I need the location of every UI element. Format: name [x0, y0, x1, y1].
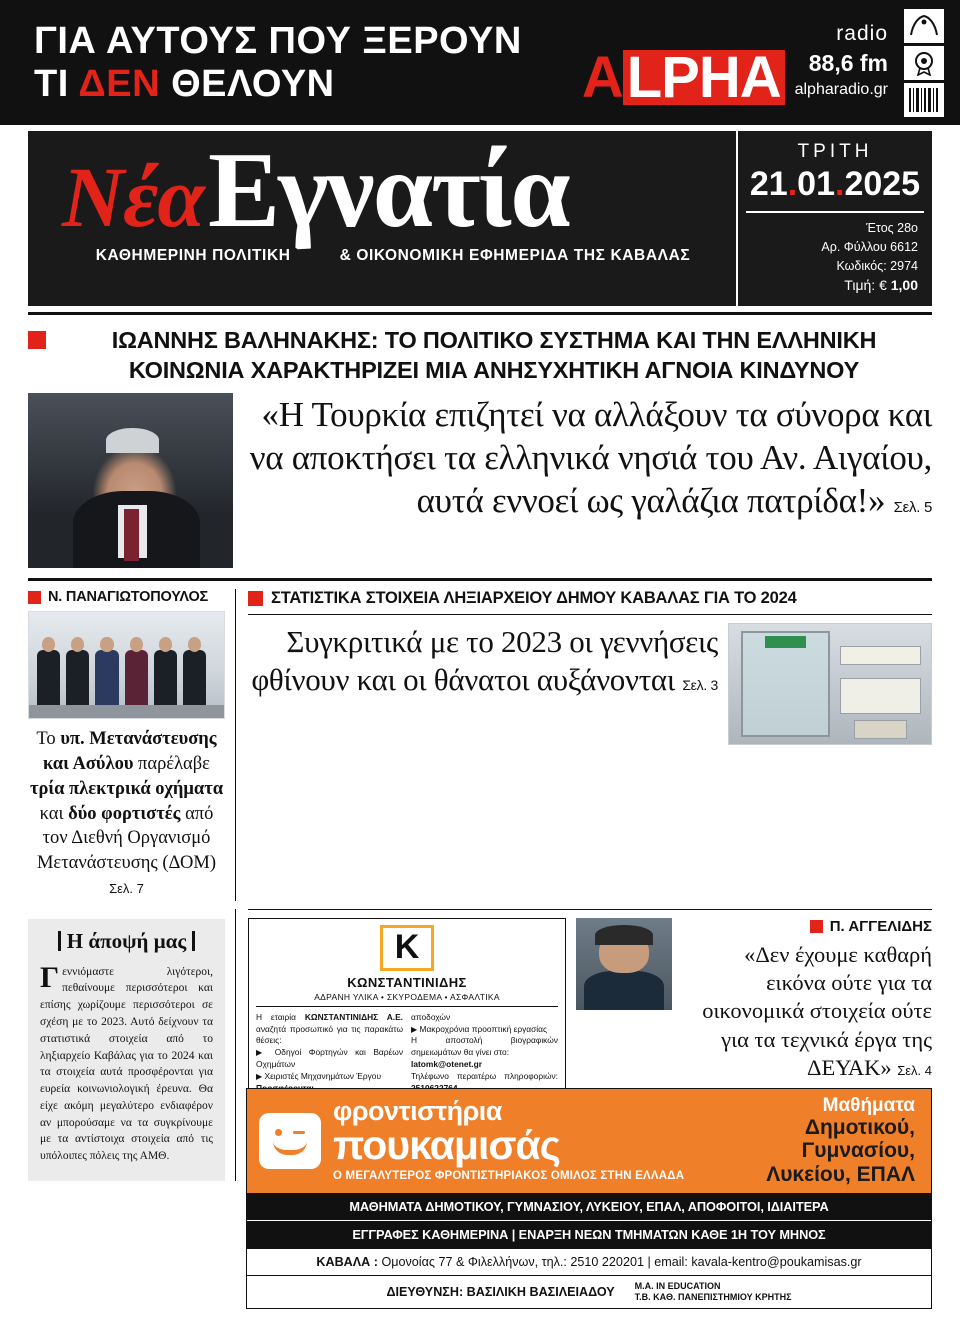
poukamisas-director-bar: [247, 1275, 931, 1309]
elta-icon: [904, 9, 944, 43]
opinion-text: [40, 960, 213, 1165]
enrollment-text: ΕΓΓΡΑΦΕΣ ΚΑΘΗΜΕΡΙΝΑ: [352, 1226, 509, 1242]
lead-quote-text: «Η Τουρκία επιζητεί να αλλάξουν τα σύνορα και να αποκτήσει τα ελληνικά νησιά του Αν. Αιγαίου, αυτά εννοεί ως γαλάζια πατρίδα!»: [249, 395, 932, 521]
masthead-date-block: [736, 131, 932, 306]
alpha-radio-details: [795, 20, 888, 105]
left-text-e: και: [39, 803, 69, 824]
alpha-wordmark: [581, 44, 785, 110]
contact-city: ΚΑΒΑΛΑ :: [316, 1254, 378, 1269]
banner-slogan-line-2b: ΘΕΛΟΥΝ: [160, 62, 335, 105]
left-text-c: παρέλαβε: [133, 753, 210, 774]
red-square-bullet-icon: [810, 920, 823, 933]
konstantinidis-logo-letter: K: [380, 925, 435, 971]
left-story-text: [28, 727, 225, 900]
barcode-icon: [904, 83, 944, 117]
opinion-body: εννιόμαστε λιγότεροι, πεθαίνουμε περισσότεροι και επίσης χωρίζουμε περισσότεροι σε σχέση με το 2023. Αυτό δείχνουν τα στατιστικά στοιχεία από το ληξιαρχείο Καβάλας για το 2024 και τα στοιχεία αυτά προσφέρονται για ευρεία κοινωνιολογική έρευνα. Θα είχε ακόμη μεγαλύτερο ενδιαφέρον αν μπορούσαμε να τα συγκρίνουμε με τα αντίστοιχα στοιχεία από τις υπόλοιπες πόλεις της ΑΜΘ.: [40, 965, 213, 1163]
left-column: [28, 589, 236, 900]
date-day: 21: [749, 165, 788, 203]
price-label: Τιμή: €: [844, 277, 891, 294]
ad-company-bold: ΚΩΝΣΤΑΝΤΙΝΙΔΗΣ Α.Ε.: [304, 1011, 403, 1022]
ad-intro-a: Η εταιρία: [256, 1011, 305, 1022]
red-square-bullet-icon: [28, 331, 46, 349]
masthead-bottom-rule: [28, 312, 932, 315]
ad-intro-c: αναζητά προσωπικό για τις παρακάτω θέσεις:: [256, 1023, 403, 1046]
alpha-letters-rest: LPHA: [623, 50, 785, 105]
title-word-nea: Νέα: [62, 149, 204, 245]
new-classes-text: ΕΝΑΡΞΗ ΝΕΩΝ ΤΜΗΜΑΤΩΝ ΚΑΘΕ 1Η ΤΟΥ ΜΗΝΟΣ: [518, 1226, 826, 1242]
poukamisas-subjects-bar: ΜΑΘΗΜΑΤΑ ΔΗΜΟΤΙΚΟΥ, ΓΥΜΝΑΣΙΟΥ, ΛΥΚΕΙΟΥ, ΕΠΑΛ, ΑΠΟΦΟΙΤΟΙ, ΙΔΙΑΙΤΕΡΑ: [247, 1193, 931, 1220]
credential-line-2: Τ.Β. ΚΑΘ. ΠΑΝΕΠΙΣΤΗΜΙΟΥ ΚΡΗΤΗΣ: [634, 1291, 792, 1302]
left-text-g: από τον Διεθνή Οργανισμό Μετανάστευσης (ΔΟΜ): [36, 803, 217, 874]
poukamisas-slogan: Ο ΜΕΓΑΛΥΤΕΡΟΣ ΦΡΟΝΤΙΣΤΗΡΙΑΚΟΣ ΟΜΙΛΟΣ ΣΤΗΝ ΕΛΛΑΔΑ: [333, 1170, 685, 1183]
masthead-divider: [746, 211, 924, 213]
red-square-bullet-icon: [248, 591, 263, 606]
contact-address: Ομονοίας 77 & Φιλελλήνων, τηλ.: 2510 220201: [377, 1254, 648, 1269]
masthead-title-block: [28, 131, 736, 306]
top-advertisement-banner[interactable]: [0, 0, 960, 128]
left-story-kicker[interactable]: [28, 589, 225, 605]
lead-story-headline: [247, 393, 932, 522]
ad-bullet-2: ▶ Χειριστές Μηχανημάτων Έργου: [256, 1071, 382, 1082]
banner-slogan-line-2: [34, 63, 522, 106]
publication-year-line: Έτος 28ο: [866, 221, 918, 235]
ad-col2-line1: αποδοχών: [411, 1011, 451, 1022]
alpha-radio-logo-group: [582, 9, 950, 117]
poukamisas-advertisement[interactable]: [246, 1088, 932, 1310]
angelidis-kicker-text: Π. ΑΓΓΕΛΙΔΗΣ: [829, 917, 932, 935]
stats-headline-text: Συγκριτικά με το 2023 οι γεννήσεις φθίνουν και οι θάνατοι αυξάνονται: [251, 624, 718, 697]
poukamisas-ad-banner: [247, 1089, 931, 1193]
stats-page-reference[interactable]: Σελ. 3: [682, 676, 718, 693]
mid-section: [28, 578, 932, 900]
price-value: 1,00: [890, 277, 918, 294]
alpha-radio-logo: [581, 20, 888, 110]
poukamisas-enrollment-bar: [247, 1220, 931, 1248]
ad-email[interactable]: [411, 1059, 558, 1071]
banner-slogan-line-1: ΓΙΑ ΑΥΤΟΥΣ ΠΟΥ ΞΕΡΟΥΝ: [34, 19, 522, 62]
poukamisas-courses-list: [766, 1095, 919, 1187]
left-text-d: τρία πλεκτρικά οχήματα: [29, 778, 224, 799]
stats-kicker-text: ΣΤΑΤΙΣΤΙΚΑ ΣΤΟΙΧΕΙΑ ΛΗΞΙΑΡΧΕΙΟΥ ΔΗΜΟΥ ΚΑΒΑΛΑΣ ΓΙΑ ΤΟ 2024: [271, 589, 797, 608]
opinion-box: [28, 919, 225, 1181]
masthead-subtitle-left: ΚΑΘΗΜΕΡΙΝΗ ΠΟΛΙΤΙΚΗ: [95, 247, 291, 264]
issue-number-line: Αρ. Φύλλου 6612: [821, 239, 918, 254]
left-text-b: υπ. Μετανάστευσης και Ασύλου: [43, 729, 217, 774]
courses-primary: Δημοτικού,: [804, 1115, 915, 1139]
contact-separator: |: [647, 1254, 651, 1269]
left-text-a: Το: [36, 729, 61, 750]
stats-body: [248, 623, 932, 745]
ad-cv-instructions: Η αποστολή βιογραφικών σημειωμάτων θα γίνει στο:: [411, 1035, 558, 1058]
poukamisas-contact-bar[interactable]: [247, 1248, 931, 1275]
ad-and-story-row: [248, 909, 932, 1114]
poukamisas-wordmark: [333, 1098, 684, 1183]
left-kicker-text: Ν. ΠΑΝΑΓΙΩΤΟΠΟΥΛΟΣ: [48, 589, 209, 606]
konstantinidis-advertisement[interactable]: [248, 918, 566, 1114]
smiley-face-icon: [259, 1113, 321, 1169]
alpha-letter-a: Α: [581, 44, 623, 110]
stats-story[interactable]: [236, 589, 932, 900]
angelidis-text-block: [682, 918, 932, 1083]
angelidis-page-reference[interactable]: Σελ. 4: [897, 1063, 932, 1078]
price-line: [746, 275, 918, 296]
poukamisas-word-frontistiria: φροντιστήρια: [333, 1096, 502, 1127]
publication-date: 21.01.2025: [749, 165, 921, 203]
contact-email[interactable]: email: kavala-kentro@poukamisas.gr: [650, 1254, 862, 1269]
stats-headline: [248, 623, 718, 745]
ad-bullet-1-text: Οδηγοί Φορτηγών και Βαρέων Οχημάτων: [256, 1047, 404, 1070]
angelidis-photo: [576, 918, 672, 1010]
award-seal-icon: [904, 46, 944, 80]
left-page-reference[interactable]: Σελ. 7: [109, 880, 144, 896]
lead-story-kicker[interactable]: [28, 325, 932, 385]
angelidis-quote-text: «Δεν έχουμε καθαρή εικόνα ούτε για τα οικονομικά στοιχεία ούτε για τα τεχνικά έργα της ΔΕΥΑΚ»: [702, 941, 932, 1080]
opinion-dropcap: Γ: [40, 960, 60, 994]
stats-kicker: [248, 589, 932, 615]
left-story-photo: [28, 611, 225, 719]
opinion-title: Η άποψή μας: [40, 929, 213, 960]
date-month: 01: [797, 165, 835, 203]
publication-day: ΤΡΙΤΗ: [797, 141, 873, 162]
ad-bullet-1: ▶ Οδηγοί Φορτηγών και Βαρέων Οχημάτων: [256, 1047, 404, 1070]
left-text-f: δύο φορτιστές: [68, 803, 181, 824]
banner-slogan: [34, 20, 522, 105]
masthead-metadata: [746, 219, 924, 296]
courses-middle: Γυμνασίου,: [801, 1139, 915, 1163]
konstantinidis-tagline: ΑΔΡΑΝΗ ΥΛΙΚΑ • ΣΚΥΡΟΔΕΜΑ • ΑΣΦΑΛΤΙΚΑ: [256, 992, 558, 1007]
konstantinidis-logo: [256, 925, 558, 971]
angelidis-top-row: [576, 918, 932, 1083]
lead-story[interactable]: [28, 393, 932, 568]
poukamisas-word-name: πουκαμισάς: [333, 1122, 560, 1169]
angelidis-headline: [682, 941, 932, 1083]
banner-slogan-line-2a: ΤΙ: [34, 62, 79, 105]
ad-bullet-4-text: Μακροχρόνια προοπτική εργασίας: [419, 1023, 548, 1034]
red-square-bullet-icon: [28, 591, 41, 604]
banner-slogan-emphasis: ΔΕΝ: [78, 62, 161, 105]
opinion-column: [28, 909, 236, 1181]
alpha-frequency: 88,6 fm: [808, 50, 888, 77]
enrollment-separator: |: [511, 1226, 516, 1242]
masthead-subtitle: [62, 247, 736, 265]
title-word-egnatia: Εγνατία: [207, 131, 569, 250]
angelidis-kicker: [682, 918, 932, 935]
stats-story-photo: [728, 623, 932, 745]
date-year: 2025: [844, 165, 921, 203]
director-name: ΔΙΕΥΘΥΝΣΗ: ΒΑΣΙΛΙΚΗ ΒΑΣΙΛΕΙΑΔΟΥ: [386, 1284, 615, 1299]
code-line: Κωδικός: 2974: [836, 258, 918, 273]
alpha-website[interactable]: alpharadio.gr: [794, 81, 888, 99]
elta-logo-group: [902, 9, 946, 117]
lead-kicker-text: ΙΩΑΝΝΗΣ ΒΑΛΗΝΑΚΗΣ: ΤΟ ΠΟΛΙΤΙΚΟ ΣΥΣΤΗΜΑ ΚΑΙ ΤΗΝ ΕΛΛΗΝΙΚΗ ΚΟΙΝΩΝΙΑ ΧΑΡΑΚΤΗΡΙΖΕΙ ΜΙΑ ΑΝΗΣΥΧΗΤΙΚΗ ΑΓΝΟΙΑ ΚΙΝΔΥΝΟΥ: [111, 327, 877, 384]
angelidis-story[interactable]: [576, 918, 932, 1114]
credential-line-1: M.A. IN EDUCATION: [634, 1280, 721, 1291]
alpha-radio-word: radio: [836, 22, 888, 45]
newspaper-title: [62, 131, 736, 250]
courses-label: Μαθήματα: [822, 1094, 915, 1116]
ad-bullet-2-text: Χειριστές Μηχανημάτων Έργου: [264, 1071, 382, 1082]
ad-phone-label: Τηλέφωνο περαιτέρω πληροφοριών:: [411, 1071, 558, 1082]
lead-story-photo: [28, 393, 233, 568]
director-credentials: [635, 1281, 792, 1304]
courses-high: Λυκείου, ΕΠΑΛ: [766, 1162, 915, 1186]
ad-bullet-4: ▶ Μακροχρόνια προοπτική εργασίας: [411, 1023, 548, 1034]
masthead: [28, 131, 932, 306]
masthead-subtitle-right: & ΟΙΚΟΝΟΜΙΚΗ ΕΦΗΜΕΡΙΔΑ ΤΗΣ ΚΑΒΑΛΑΣ: [339, 247, 691, 264]
lead-page-reference[interactable]: Σελ. 5: [893, 499, 932, 517]
ad-email-text: latomk@otenet.gr: [411, 1059, 482, 1070]
konstantinidis-company-name: ΚΩΝΣΤΑΝΤΙΝΙΔΗΣ: [347, 974, 467, 990]
